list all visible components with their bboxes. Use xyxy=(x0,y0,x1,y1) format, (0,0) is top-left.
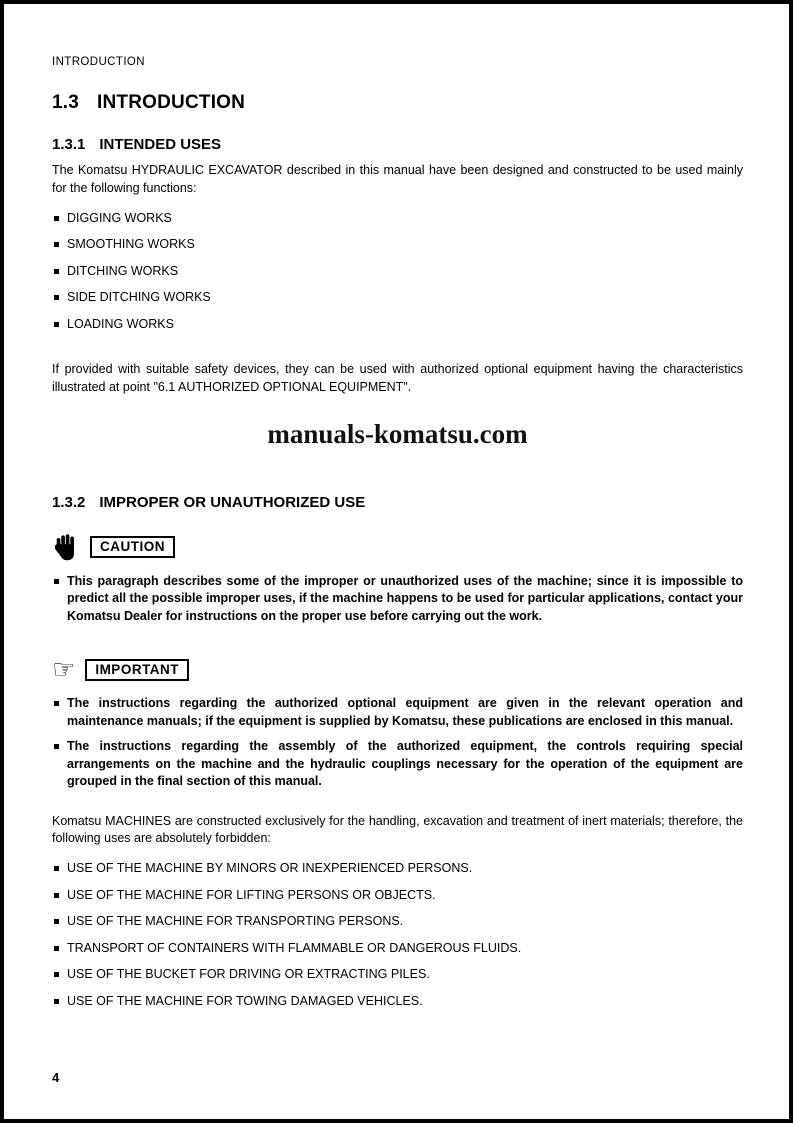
important-list xyxy=(52,695,743,791)
forbidden-lead-paragraph: Komatsu MACHINES are constructed exclusively for the handling, excavation and treatment of inert materials; therefore, the following uses are absolutely forbidden: xyxy=(52,813,743,846)
list-item xyxy=(52,210,743,228)
square-bullet-icon xyxy=(54,242,59,247)
square-bullet-icon xyxy=(54,972,59,977)
list-item-text: The instructions regarding the authorized optional equipment are given in the relevant operation and maintenance manuals; if the equipment is supplied by Komatsu, these publications are enclosed in this manual. xyxy=(67,696,743,728)
list-item xyxy=(52,966,743,984)
square-bullet-icon xyxy=(54,946,59,951)
caution-header xyxy=(52,533,743,561)
running-header: INTRODUCTION xyxy=(52,56,145,68)
caution-label: CAUTION xyxy=(90,536,175,558)
list-item-text: The instructions regarding the assembly of the authorized equipment, the controls requiring special arrangements on the machine and the hydraulic couplings necessary for the operation of the equipment are grouped in the final section of this manual. xyxy=(67,739,743,788)
list-item-text: SMOOTHING WORKS xyxy=(67,237,195,251)
list-item-text: USE OF THE MACHINE FOR TOWING DAMAGED VEHICLES. xyxy=(67,993,423,1008)
list-item-text: USE OF THE BUCKET FOR DRIVING OR EXTRACTING PILES. xyxy=(67,967,430,981)
list-item xyxy=(52,573,743,626)
section-number: 1.3.1 xyxy=(52,136,86,153)
page-content xyxy=(4,4,789,1010)
list-item-text: SIDE DITCHING WORKS xyxy=(67,290,211,304)
square-bullet-icon xyxy=(54,866,59,871)
optional-equipment-note: If provided with suitable safety devices, they can be used with authorized optional equipment having the characteristics illustrated at point "6.1 AUTHORIZED OPTIONAL EQUIPMENT". xyxy=(52,362,743,394)
section-number: 1.3 xyxy=(52,92,80,113)
list-item xyxy=(52,695,743,730)
list-item xyxy=(52,860,743,878)
square-bullet-icon xyxy=(54,744,59,749)
section-number: 1.3.2 xyxy=(52,493,86,511)
watermark-text: manuals-komatsu.com xyxy=(267,418,528,449)
square-bullet-icon xyxy=(54,893,59,898)
square-bullet-icon xyxy=(54,216,59,221)
caution-hand-icon xyxy=(52,533,80,561)
square-bullet-icon xyxy=(54,579,59,584)
list-item-text: DITCHING WORKS xyxy=(67,263,179,278)
list-item-text: TRANSPORT OF CONTAINERS WITH FLAMMABLE OR DANGEROUS FLUIDS. xyxy=(67,940,522,955)
section-title-1-3-1 xyxy=(52,136,743,153)
square-bullet-icon xyxy=(54,295,59,300)
section-title-text: IMPROPER OR UNAUTHORIZED USE xyxy=(99,493,366,511)
list-item xyxy=(52,940,743,958)
intended-uses-lead-paragraph: The Komatsu HYDRAULIC EXCAVATOR described in this manual have been designed and constructed to be used mainly for the following functions: xyxy=(52,163,743,195)
list-item-text: This paragraph describes some of the improper or unauthorized uses of the machine; since it is impossible to predict all the possible improper uses, if the machine happens to be used for particular applications, contact your Komatsu Dealer for instructions on the proper use before carrying out the work. xyxy=(67,573,743,623)
list-item xyxy=(52,263,743,281)
square-bullet-icon xyxy=(54,322,59,327)
list-item xyxy=(52,289,743,307)
square-bullet-icon xyxy=(54,269,59,274)
section-title-1-3 xyxy=(52,92,743,114)
list-item xyxy=(52,738,743,791)
list-item-text: USE OF THE MACHINE FOR LIFTING PERSONS OR OBJECTS. xyxy=(67,887,436,902)
caution-list xyxy=(52,573,743,626)
list-item-text: USE OF THE MACHINE FOR TRANSPORTING PERSONS. xyxy=(67,914,404,928)
forbidden-list xyxy=(52,860,743,1010)
list-item-text: USE OF THE MACHINE BY MINORS OR INEXPERIENCED PERSONS. xyxy=(67,861,473,875)
page-number: 4 xyxy=(52,1070,60,1085)
square-bullet-icon xyxy=(54,999,59,1004)
square-bullet-icon xyxy=(54,919,59,924)
list-item xyxy=(52,993,743,1011)
list-item xyxy=(52,887,743,905)
section-title-text: INTENDED USES xyxy=(99,136,222,153)
section-title-1-3-2 xyxy=(52,494,743,511)
list-item-text: LOADING WORKS xyxy=(67,316,174,331)
list-item xyxy=(52,316,743,334)
important-pointing-hand-icon: ☞ xyxy=(52,655,76,685)
list-item xyxy=(52,236,743,254)
important-label: IMPORTANT xyxy=(85,659,189,681)
list-item-text: DIGGING WORKS xyxy=(67,210,172,225)
important-header xyxy=(52,657,743,683)
list-item xyxy=(52,913,743,931)
square-bullet-icon xyxy=(54,701,59,706)
functions-list xyxy=(52,210,743,334)
section-title-text: INTRODUCTION xyxy=(97,92,246,113)
